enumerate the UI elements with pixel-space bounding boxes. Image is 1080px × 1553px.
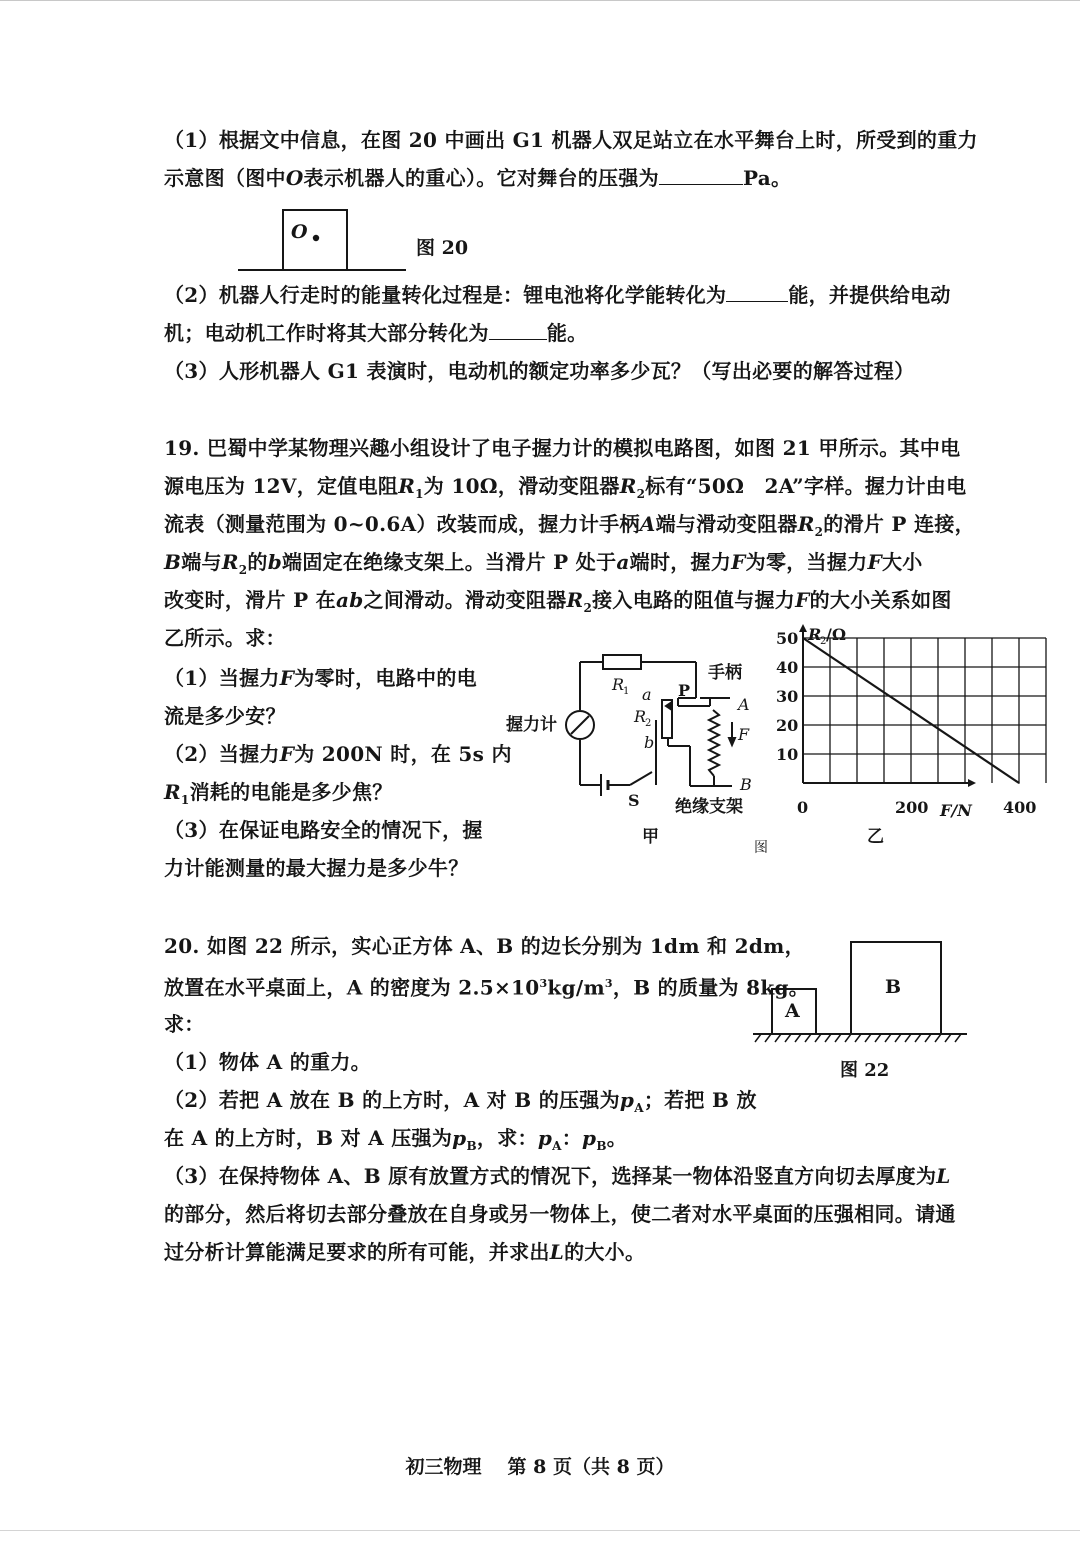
top-border	[0, 0, 1080, 1]
q20-sub1: （1）物体 A 的重力。	[164, 1050, 371, 1074]
q19-line1: 19. 巴蜀中学某物理兴趣小组设计了电子握力计的模拟电路图，如图 21 甲所示。其中电	[164, 436, 961, 460]
fig20-point-label: O	[291, 221, 308, 243]
q20-line2: 放置在水平桌面上，A 的密度为 $2.5\times 10^3kg/m^3$，B 的质量为 8kg。	[164, 975, 810, 1000]
q18-part1-line1: （1）根据文中信息，在图 20 中画出 G1 机器人双足站立在水平舞台上时，所受到的重力	[164, 128, 978, 152]
q18-part1-line2: 示意图（图中O表示机器人的重心）。它对舞台的压强为 Pa。	[164, 166, 792, 190]
q18-part2-line2: 机；电动机工作时将其大部分转化为 能。	[164, 321, 588, 345]
q19-sub1-line2: 流是多少安？	[164, 704, 286, 728]
y-axis-label-sub: 2	[820, 636, 827, 647]
stray-mark: 图	[754, 840, 768, 856]
label-F: F	[738, 725, 750, 744]
label-A: A	[738, 695, 750, 714]
resistor-r1	[603, 655, 641, 669]
label-b: b	[644, 733, 655, 752]
spring	[709, 710, 719, 776]
cube-b-label: B	[885, 976, 902, 998]
figure-22	[745, 930, 975, 1085]
data-point	[1018, 782, 1020, 784]
answer-blank	[726, 283, 788, 302]
label-a: a	[642, 685, 652, 704]
caption-jia: 甲	[642, 827, 659, 847]
label-handle: 手柄	[708, 663, 742, 683]
answer-blank	[659, 166, 743, 185]
q18-part3: （3）人形机器人 G1 表演时，电动机的额定功率多少瓦？（写出必要的解答过程）	[164, 359, 915, 383]
chart-r2-vs-f	[770, 620, 1037, 850]
figure-20	[230, 200, 490, 280]
y-tick-label: 10	[776, 745, 799, 764]
q19-sub2-line2: $R_1$消耗的电能是多少焦？	[164, 780, 393, 807]
label-meter: 握力计	[506, 715, 557, 735]
q19-line5: 改变时，滑片 P 在ab之间滑动。滑动变阻器$R_2$接入电路的阻值与握力F的大小关系如图	[164, 588, 952, 615]
q19-sub1-line1: （1）当握力F为零时，电路中的电	[164, 666, 477, 690]
answer-blank	[489, 321, 547, 340]
y-axis-label-unit: /Ω	[826, 625, 847, 644]
label-B: B	[740, 775, 752, 794]
switch-s	[630, 772, 652, 785]
fig20-caption: 图 20	[416, 237, 469, 259]
q19-sub3-line1: （3）在保证电路安全的情况下，握	[164, 818, 483, 842]
label-r2: R	[634, 707, 647, 726]
q20-line1: 20. 如图 22 所示，实心正方体 A、B 的边长分别为 1dm 和 2dm，	[164, 934, 805, 958]
chart-caption: 乙	[867, 827, 884, 847]
q20-sub3-line3: 过分析计算能满足要求的所有可能，并求出L的大小。	[164, 1240, 646, 1264]
x-axis-label: F/N	[940, 801, 972, 820]
q19-line3: 流表（测量范围为 0~0.6A）改装而成，握力计手柄A端与滑动变阻器$R_2$的滑片 P 连接，	[164, 512, 975, 539]
q19-sub2-line1: （2）当握力F为 200N 时，在 5s 内	[164, 742, 512, 766]
cube-a-label: A	[785, 1000, 800, 1022]
q20-line3: 求：	[164, 1012, 205, 1036]
y-axis-label-main: R	[808, 625, 822, 644]
y-tick-label: 30	[776, 687, 799, 706]
x-axis-arrow	[968, 779, 976, 787]
circuit-diagram	[500, 640, 780, 860]
q20-sub3-line2: 的部分，然后将切去部分叠放在自身或另一物体上，使二者对水平桌面的压强相同。请通	[164, 1202, 956, 1226]
x-tick-label: 0	[797, 798, 809, 817]
q20-sub2-line1: （2）若把 A 放在 B 的上方时，A 对 B 的压强为$p_A$；若把 B 放	[164, 1088, 757, 1115]
label-support: 绝缘支架	[675, 797, 743, 817]
label-r2-sub: 2	[645, 718, 652, 729]
label-r1: R	[612, 675, 625, 694]
q20-sub2-line2: 在 A 的上方时，B 对 A 压强为$p_B$，求：$p_A$：$p_B$。	[164, 1126, 628, 1153]
q20-sub3-line1: （3）在保持物体 A、B 原有放置方式的情况下，选择某一物体沿竖直方向切去厚度为L	[164, 1164, 951, 1188]
q19-sub3-line2: 力计能测量的最大握力是多少牛？	[164, 856, 469, 880]
q19-line6: 乙所示。求：	[164, 626, 286, 650]
bottom-border	[0, 1530, 1080, 1531]
fig20-center-dot	[313, 235, 319, 241]
data-point	[802, 637, 804, 639]
label-S: S	[628, 791, 640, 810]
y-tick-label: 40	[776, 658, 799, 677]
table-hatching	[755, 1034, 961, 1042]
q19-line2: 源电压为 12V，定值电阻$R_1$为 10Ω，滑动变阻器$R_2$标有“50Ω 2A”字样。握力计由电	[164, 474, 967, 501]
q19-line4: B端与$R_2$的b端固定在绝缘支架上。当滑片 P 处于a端时，握力F为零，当握力F大小	[164, 550, 923, 577]
y-tick-label: 20	[776, 716, 799, 735]
q18-part2-line1: （2）机器人行走时的能量转化过程是：锂电池将化学能转化为 能，并提供给电动	[164, 283, 951, 307]
label-r1-sub: 1	[623, 686, 630, 697]
footer-subject: 初三物理	[405, 1456, 482, 1478]
y-axis-arrow	[799, 624, 807, 632]
x-tick-label: 400	[1003, 798, 1037, 817]
fig22-caption: 图 22	[840, 1060, 890, 1081]
footer-page: 第 8 页（共 8 页）	[507, 1456, 675, 1478]
label-p: P	[678, 681, 691, 700]
y-tick-label: 50	[776, 629, 799, 648]
page-footer	[0, 1452, 1080, 1479]
x-tick-label: 200	[895, 798, 929, 817]
